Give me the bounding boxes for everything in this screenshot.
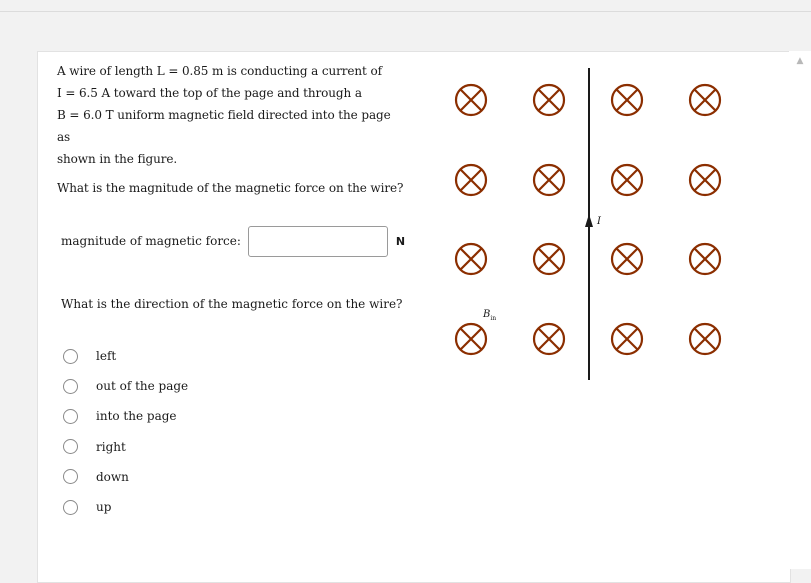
option-label-out-of-page: out of the page [96, 379, 189, 394]
circle-cross-icon [534, 324, 564, 354]
problem-line-2: I = 6.5 A toward the top of the page and through a [57, 86, 362, 100]
problem-line-1: A wire of length L = 0.85 m is conducting a current of [57, 64, 382, 78]
problem-line-3: B = 6.0 T uniform magnetic field directed into the page as [57, 108, 391, 144]
direction-options [63, 341, 188, 522]
circle-cross-icon [690, 165, 720, 195]
option-label-left: left [96, 349, 117, 364]
circle-cross-icon [456, 85, 486, 115]
circle-cross-icon [456, 324, 486, 354]
radio-into-page[interactable] [63, 409, 78, 424]
option-into-page[interactable] [63, 401, 188, 431]
magnetic-field-figure [440, 60, 740, 390]
problem-line-4: shown in the figure. [57, 152, 178, 166]
option-down[interactable] [63, 462, 188, 492]
circle-cross-icon [612, 324, 642, 354]
question-direction: What is the direction of the magnetic force on the wire? [61, 297, 403, 311]
circle-cross-icon [456, 165, 486, 195]
circle-cross-icon [612, 244, 642, 274]
circle-cross-icon [690, 85, 720, 115]
option-label-into-page: into the page [96, 409, 177, 424]
current-arrow-icon [585, 214, 593, 227]
option-label-down: down [96, 469, 129, 484]
option-out-of-page[interactable] [63, 371, 188, 401]
circle-cross-icon [534, 165, 564, 195]
radio-left[interactable] [63, 349, 78, 364]
circle-cross-icon [534, 85, 564, 115]
scroll-up-icon[interactable]: ▲ [796, 56, 804, 66]
circle-cross-icon [612, 85, 642, 115]
radio-out-of-page[interactable] [63, 379, 78, 394]
force-input[interactable] [248, 226, 388, 257]
circle-cross-icon [456, 244, 486, 274]
field-label-sub: in [490, 315, 497, 322]
scrollbar[interactable] [789, 51, 811, 569]
unit-label: N [395, 234, 406, 248]
option-up[interactable] [63, 492, 188, 522]
radio-up[interactable] [63, 500, 78, 515]
option-label-up: up [96, 500, 112, 515]
option-label-right: right [96, 439, 126, 454]
radio-right[interactable] [63, 439, 78, 454]
force-answer-row [61, 224, 405, 258]
radio-down[interactable] [63, 469, 78, 484]
circle-cross-icon [612, 165, 642, 195]
force-label: magnitude of magnetic force: [61, 234, 241, 248]
circle-cross-icon [534, 244, 564, 274]
top-divider [0, 11, 811, 12]
option-right[interactable] [63, 432, 188, 462]
option-left[interactable] [63, 341, 188, 371]
circle-cross-icon [690, 324, 720, 354]
question-magnitude: What is the magnitude of the magnetic force on the wire? [57, 181, 404, 195]
circle-cross-icon [690, 244, 720, 274]
problem-statement [57, 60, 407, 199]
current-label: I [597, 216, 601, 227]
field-label [482, 309, 496, 322]
field-label-b: B [483, 309, 491, 320]
